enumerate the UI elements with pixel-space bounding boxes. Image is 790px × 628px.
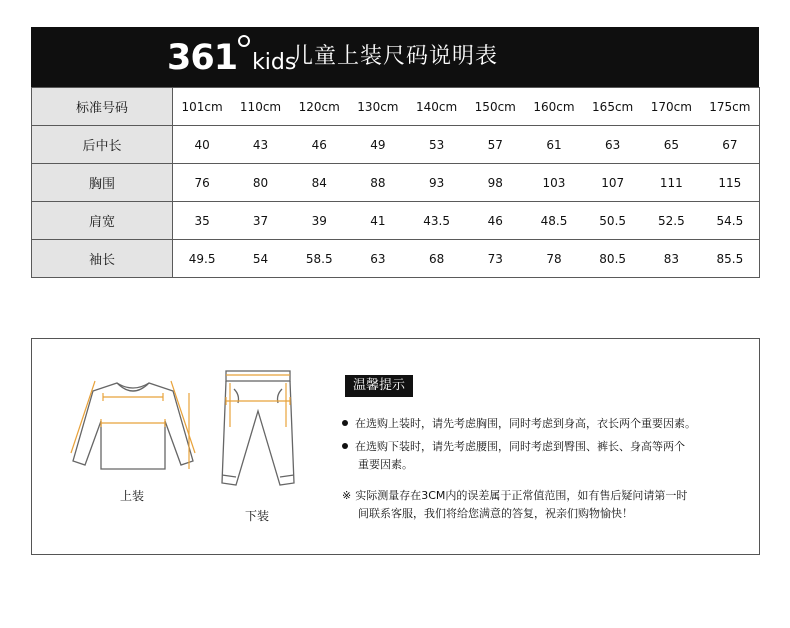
table-cell: 83	[642, 240, 701, 278]
note-mark: ※	[342, 489, 352, 502]
table-row	[32, 240, 760, 278]
size-header-cell: 160cm	[525, 88, 584, 126]
title-banner	[31, 27, 759, 87]
table-cell: 63	[583, 126, 642, 164]
size-header-cell: 165cm	[583, 88, 642, 126]
table-cell: 68	[407, 240, 466, 278]
size-header-cell: 170cm	[642, 88, 701, 126]
size-header-cell: 150cm	[466, 88, 525, 126]
brand-suffix: kids	[252, 50, 297, 75]
table-row	[32, 202, 760, 240]
table-cell: 78	[525, 240, 584, 278]
table-cell: 67	[701, 126, 760, 164]
size-header-cell: 130cm	[349, 88, 408, 126]
size-header-cell: 140cm	[407, 88, 466, 126]
table-cell: 46	[466, 202, 525, 240]
table-cell: 54.5	[701, 202, 760, 240]
row-label: 袖长	[32, 240, 173, 278]
table-cell: 85.5	[701, 240, 760, 278]
size-chart-table	[31, 87, 760, 278]
table-cell: 111	[642, 164, 701, 202]
bullet-dot	[342, 420, 348, 426]
row-label: 胸围	[32, 164, 173, 202]
table-cell: 50.5	[583, 202, 642, 240]
row-label: 标准号码	[32, 88, 173, 126]
table-cell: 63	[349, 240, 408, 278]
tip-top	[342, 415, 742, 433]
table-cell: 93	[407, 164, 466, 202]
table-cell: 98	[466, 164, 525, 202]
top-garment-figure	[65, 377, 201, 477]
row-label: 后中长	[32, 126, 173, 164]
table-cell: 76	[173, 164, 232, 202]
brand-logo	[167, 37, 296, 77]
table-cell: 58.5	[290, 240, 349, 278]
brand-number: 361	[167, 38, 238, 78]
table-cell: 61	[525, 126, 584, 164]
tip-bottom-text-line2: 重要因素。	[358, 458, 413, 471]
table-cell: 39	[290, 202, 349, 240]
table-cell: 80	[231, 164, 290, 202]
table-cell: 43.5	[407, 202, 466, 240]
table-cell: 41	[349, 202, 408, 240]
note-text-line2: 间联系客服，我们将给您满意的答复，祝亲们购物愉快！	[358, 507, 633, 520]
table-cell: 54	[231, 240, 290, 278]
tip-top-text: 在选购上装时，请先考虑胸围，同时考虑到身高，衣长两个重要因素。	[355, 417, 696, 430]
table-cell: 43	[231, 126, 290, 164]
size-header-cell: 175cm	[701, 88, 760, 126]
table-cell: 35	[173, 202, 232, 240]
table-cell: 84	[290, 164, 349, 202]
table-cell: 73	[466, 240, 525, 278]
table-cell: 57	[466, 126, 525, 164]
row-label: 肩宽	[32, 202, 173, 240]
size-header-cell: 120cm	[290, 88, 349, 126]
table-row	[32, 126, 760, 164]
table-cell: 49	[349, 126, 408, 164]
size-header-cell: 101cm	[173, 88, 232, 126]
table-cell: 49.5	[173, 240, 232, 278]
table-cell: 53	[407, 126, 466, 164]
table-cell: 80.5	[583, 240, 642, 278]
pants-figure	[218, 367, 298, 495]
table-cell: 65	[642, 126, 701, 164]
brand-degree-mark	[238, 35, 250, 47]
note-text-line1: 实际测量存在3CM内的误差属于正常值范围，如有售后疑问请第一时	[355, 489, 688, 502]
tips-panel	[31, 338, 760, 555]
tip-bottom	[342, 438, 742, 474]
table-cell: 46	[290, 126, 349, 164]
pants-label: 下装	[245, 509, 270, 523]
table-cell: 115	[701, 164, 760, 202]
tips-title: 温馨提示	[345, 375, 413, 397]
top-garment-label: 上装	[120, 489, 145, 503]
table-cell: 52.5	[642, 202, 701, 240]
table-cell: 37	[231, 202, 290, 240]
table-cell: 107	[583, 164, 642, 202]
table-row	[32, 164, 760, 202]
table-cell: 40	[173, 126, 232, 164]
table-header-row	[32, 88, 760, 126]
table-cell: 103	[525, 164, 584, 202]
page-title: 儿童上装尺码说明表	[291, 44, 499, 69]
bullet-dot	[342, 443, 348, 449]
tip-bottom-text-line1: 在选购下装时，请先考虑腰围，同时考虑到臀围、裤长、身高等两个	[355, 440, 685, 453]
measurement-note	[342, 487, 742, 523]
table-cell: 48.5	[525, 202, 584, 240]
size-header-cell: 110cm	[231, 88, 290, 126]
table-cell: 88	[349, 164, 408, 202]
